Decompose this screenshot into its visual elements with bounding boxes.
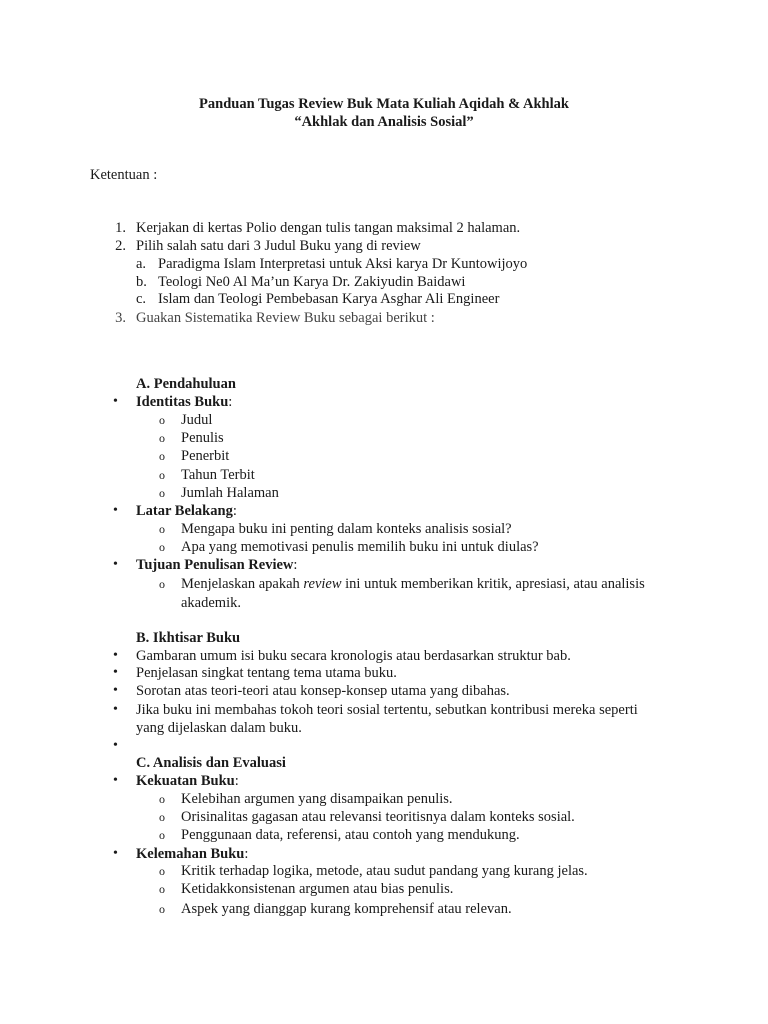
latar-heading: Latar Belakang: xyxy=(136,503,237,519)
ikhtisar-item: Sorotan atas teori-teori atau konsep-konsep utama yang dibahas. xyxy=(136,683,510,699)
latar-item: Apa yang memotivasi penulis memilih buku ini untuk diulas? xyxy=(181,539,539,555)
bullet-icon: • xyxy=(113,738,118,753)
identitas-item: Tahun Terbit xyxy=(181,467,255,483)
rule-item: Pilih salah satu dari 3 Judul Buku yang di review xyxy=(136,238,421,254)
tujuan-heading: Tujuan Penulisan Review: xyxy=(136,557,298,573)
bullet-icon: • xyxy=(113,773,118,788)
ketentuan-label: Ketentuan : xyxy=(90,167,158,183)
section-c-heading: C. Analisis dan Evaluasi xyxy=(136,755,286,771)
identitas-item: Penerbit xyxy=(181,448,230,464)
book-item: Paradigma Islam Interpretasi untuk Aksi karya Dr Kuntowijoyo xyxy=(158,256,528,272)
sub-bullet-icon: o xyxy=(159,810,165,824)
identitas-heading: Identitas Buku: xyxy=(136,394,233,410)
rule-item: Guakan Sistematika Review Buku sebagai berikut : xyxy=(136,310,435,326)
section-b-heading: B. Ikhtisar Buku xyxy=(136,630,241,646)
identitas-item: Penulis xyxy=(181,430,224,446)
sub-bullet-icon: o xyxy=(159,792,165,806)
bullet-icon: • xyxy=(113,503,118,518)
sub-bullet-icon: o xyxy=(159,413,165,427)
tujuan-item-continued: akademik. xyxy=(181,595,241,611)
document-title xyxy=(0,95,768,131)
bullet-icon: • xyxy=(113,557,118,572)
ikhtisar-item: Jika buku ini membahas tokoh teori sosial tertentu, sebutkan kontribusi mereka seperti xyxy=(136,702,638,718)
sub-bullet-icon: o xyxy=(159,577,165,591)
bullet-icon: • xyxy=(113,648,118,663)
sub-bullet-icon: o xyxy=(159,864,165,878)
kekuatan-heading: Kekuatan Buku: xyxy=(136,773,239,789)
kelemahan-item: Ketidakkonsistenan argumen atau bias penulis. xyxy=(181,881,454,897)
bullet-icon: • xyxy=(113,665,118,680)
bullet-icon: • xyxy=(113,702,118,717)
sub-bullet-icon: o xyxy=(159,468,165,482)
rule-item: Kerjakan di kertas Polio dengan tulis tangan maksimal 2 halaman. xyxy=(136,220,521,236)
title-line-2: “Akhlak dan Analisis Sosial” xyxy=(294,114,474,130)
sub-bullet-icon: o xyxy=(159,882,165,896)
title-line-1: Panduan Tugas Review Buk Mata Kuliah Aqidah & Akhlak xyxy=(199,96,569,112)
kekuatan-item: Kelebihan argumen yang disampaikan penulis. xyxy=(181,791,453,807)
book-item: Teologi Ne0 Al Ma’un Karya Dr. Zakiyudin Baidawi xyxy=(158,274,466,290)
book-letter: a. xyxy=(136,256,147,272)
rule-number: 2. xyxy=(115,238,126,254)
ikhtisar-item-continued: yang dijelaskan dalam buku. xyxy=(136,720,302,736)
book-letter: c. xyxy=(136,291,147,307)
sub-bullet-icon: o xyxy=(159,486,165,500)
bullet-icon: • xyxy=(113,683,118,698)
sub-bullet-icon: o xyxy=(159,522,165,536)
sub-bullet-icon: o xyxy=(159,902,165,916)
kelemahan-heading: Kelemahan Buku: xyxy=(136,846,249,862)
sub-bullet-icon: o xyxy=(159,828,165,842)
latar-item: Mengapa buku ini penting dalam konteks analisis sosial? xyxy=(181,521,512,537)
ikhtisar-item: Penjelasan singkat tentang tema utama buku. xyxy=(136,665,397,681)
kekuatan-item: Orisinalitas gagasan atau relevansi teoritisnya dalam konteks sosial. xyxy=(181,809,575,825)
bullet-icon: • xyxy=(113,846,118,861)
identitas-item: Judul xyxy=(181,412,213,428)
ikhtisar-item: Gambaran umum isi buku secara kronologis atau berdasarkan struktur bab. xyxy=(136,648,571,664)
rule-number: 3. xyxy=(115,310,126,326)
sub-bullet-icon: o xyxy=(159,540,165,554)
kelemahan-item: Kritik terhadap logika, metode, atau sudut pandang yang kurang jelas. xyxy=(181,863,588,879)
book-letter: b. xyxy=(136,274,147,290)
kelemahan-item: Aspek yang dianggap kurang komprehensif atau relevan. xyxy=(181,901,512,917)
rule-number: 1. xyxy=(115,220,126,236)
section-a-heading: A. Pendahuluan xyxy=(136,376,236,392)
sub-bullet-icon: o xyxy=(159,431,165,445)
book-item: Islam dan Teologi Pembebasan Karya Asghar Ali Engineer xyxy=(158,291,500,307)
kekuatan-item: Penggunaan data, referensi, atau contoh yang mendukung. xyxy=(181,827,520,843)
identitas-item: Jumlah Halaman xyxy=(181,485,279,501)
sub-bullet-icon: o xyxy=(159,449,165,463)
tujuan-item: Menjelaskan apakah review ini untuk memberikan kritik, apresiasi, atau analisis xyxy=(181,576,645,592)
bullet-icon: • xyxy=(113,394,118,409)
